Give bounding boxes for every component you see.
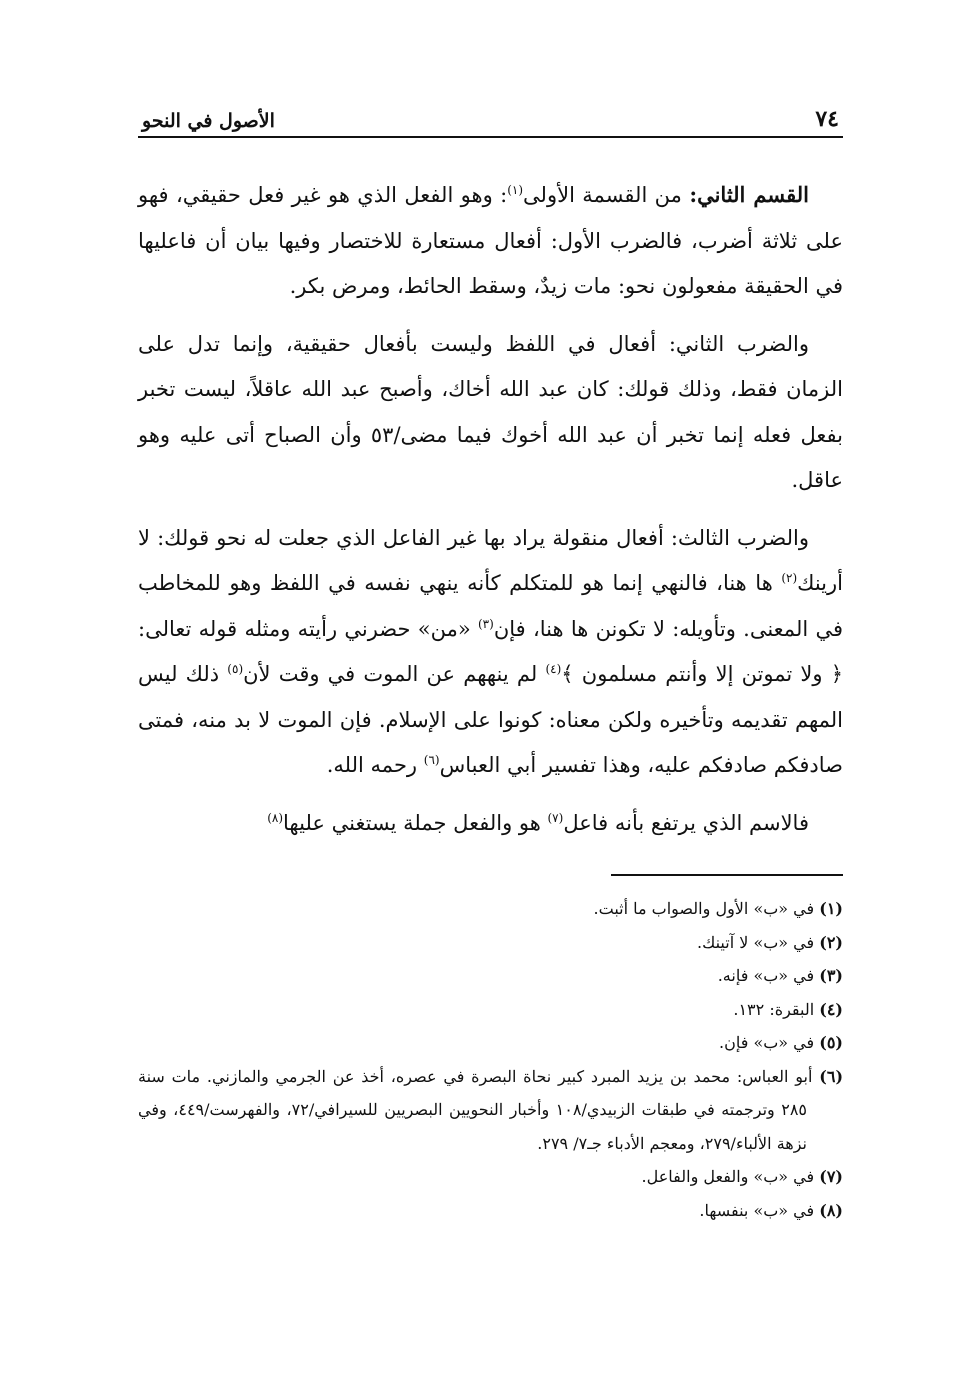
footnote-item bbox=[138, 959, 843, 993]
book-page bbox=[138, 100, 843, 1227]
footnote-item bbox=[138, 993, 843, 1027]
footnote-text: في «ب» فإن. bbox=[719, 1033, 820, 1052]
footnote-number: (٦) bbox=[819, 1066, 844, 1086]
footnote-reference: (٨) bbox=[267, 810, 284, 825]
footnote-number: (٣) bbox=[819, 966, 843, 985]
paragraph-second-type: والضرب الثاني: أفعال في اللفظ وليست بأفعال حقيقية، وإنما تدل على الزمان فقط، وذلك قولك: كان عبد الله أخاك، وأصبح عبد الله عاقلاً، ليست تخبر بفعل فعله إنما تخبر أن عبد الله أخوك فيما مضى/٥٣ وأن الصباح أتى عليه وهو عاقل. bbox=[138, 331, 843, 492]
footnote-text: في «ب» فإنه. bbox=[717, 966, 820, 985]
paragraph-text: ذلك ليس المهم تقديمه وتأخيره ولكن معناه: كونوا على الإسلام. فإن الموت لا بد منه، فمتى صادفكم صادفكم عليه، وهذا تفسير أبي العباس bbox=[138, 662, 843, 777]
footnote-reference: (٧) bbox=[547, 810, 564, 825]
paragraph-text: لم ينههم عن الموت في وقت لأن bbox=[243, 662, 546, 686]
footnote-divider bbox=[611, 874, 843, 876]
paragraph-text: هو والفعل جملة يستغني عليها bbox=[283, 810, 548, 835]
page-number: ٧٤ bbox=[815, 106, 839, 132]
paragraph-text: ها هنا، فالنهي إنما هو للمتكلم كأنه ينهي نفسه في اللفظ وهو للمخاطب في المعنى. وتأويله: لا تكونن ها هنا، فإن bbox=[138, 571, 843, 641]
footnote-reference: (٦) bbox=[423, 753, 440, 767]
paragraph-first-section bbox=[138, 172, 843, 310]
paragraph-third-type bbox=[138, 516, 843, 789]
body-text bbox=[138, 172, 843, 846]
footnote-reference: (٥) bbox=[227, 662, 244, 676]
footnotes bbox=[138, 892, 843, 1227]
footnote-reference: (١) bbox=[507, 183, 524, 197]
footnote-number: (١) bbox=[819, 899, 843, 918]
footnote-item bbox=[138, 892, 843, 926]
footnote-number: (٢) bbox=[819, 932, 843, 952]
paragraph-text: من القسمة الأولى bbox=[523, 183, 690, 207]
footnote-text: في «ب» الأول والصواب ما أثبت. bbox=[593, 899, 820, 918]
footnote-number: (٧) bbox=[819, 1167, 843, 1186]
section-heading: القسم الثاني: bbox=[689, 182, 809, 207]
footnote-item bbox=[138, 1194, 843, 1228]
footnote-item bbox=[138, 1026, 843, 1060]
footnote-number: (٤) bbox=[819, 999, 843, 1019]
running-title: الأصول في النحو bbox=[142, 110, 275, 132]
footnote-item bbox=[138, 1160, 843, 1194]
footnote-reference: (٤) bbox=[545, 662, 562, 676]
footnote-number: (٨) bbox=[819, 1200, 843, 1220]
paragraph-text: : وهو الفعل الذي هو غير فعل حقيقي، فهو على ثلاثة أضرب، فالضرب الأول: أفعال مستعارة للاختصار وفيها بيان أن فاعليها في الحقيقة مفعولون نحو: مات زيدٌ، وسقط الحائط، ومرض بكر. bbox=[138, 183, 843, 298]
footnote-item bbox=[138, 1060, 843, 1161]
footnote-text: البقرة: ١٣٢. bbox=[733, 999, 820, 1019]
footnote-item bbox=[138, 926, 843, 960]
paragraph-text: فالاسم الذي يرتفع بأنه فاعل bbox=[563, 810, 809, 835]
footnote-text: في «ب» والفعل والفاعل. bbox=[641, 1167, 820, 1186]
paragraph-subject bbox=[138, 801, 843, 847]
footnote-reference: (٣) bbox=[477, 616, 494, 631]
footnote-text: في «ب» لا آتينك. bbox=[697, 932, 820, 952]
paragraph-text: «من» حضرني رأيته ومثله قوله تعالى: ﴿ ولا تموتن إلا وأنتم مسلمون ﴾ bbox=[138, 616, 843, 686]
footnote-text: في «ب» بنفسها. bbox=[699, 1200, 820, 1220]
footnote-number: (٥) bbox=[819, 1033, 843, 1052]
page-header bbox=[138, 100, 843, 138]
paragraph-text: رحمه الله. bbox=[326, 753, 424, 777]
paragraph-text: والضرب الثالث: أفعال منقولة يراد بها غير الفاعل الذي جعلت له نحو قولك: لا أرينك bbox=[138, 525, 843, 595]
footnote-reference: (٢) bbox=[781, 571, 798, 585]
footnote-text: أبو العباس: محمد بن يزيد المبرد كبير نحاة البصرة في عصره، أخذ عن الجرمي والمازني. مات سنة ٢٨٥ وترجمته في طبقات الزبيدي/١٠٨ وأخبار النحويين البصريين للسيرافي/٧٢، والفهرست/٤٤٩، وفي نزهة الألباء/٢٧٩، ومعجم الأدباء جـ٧/ ٢٧٩. bbox=[138, 1066, 820, 1153]
